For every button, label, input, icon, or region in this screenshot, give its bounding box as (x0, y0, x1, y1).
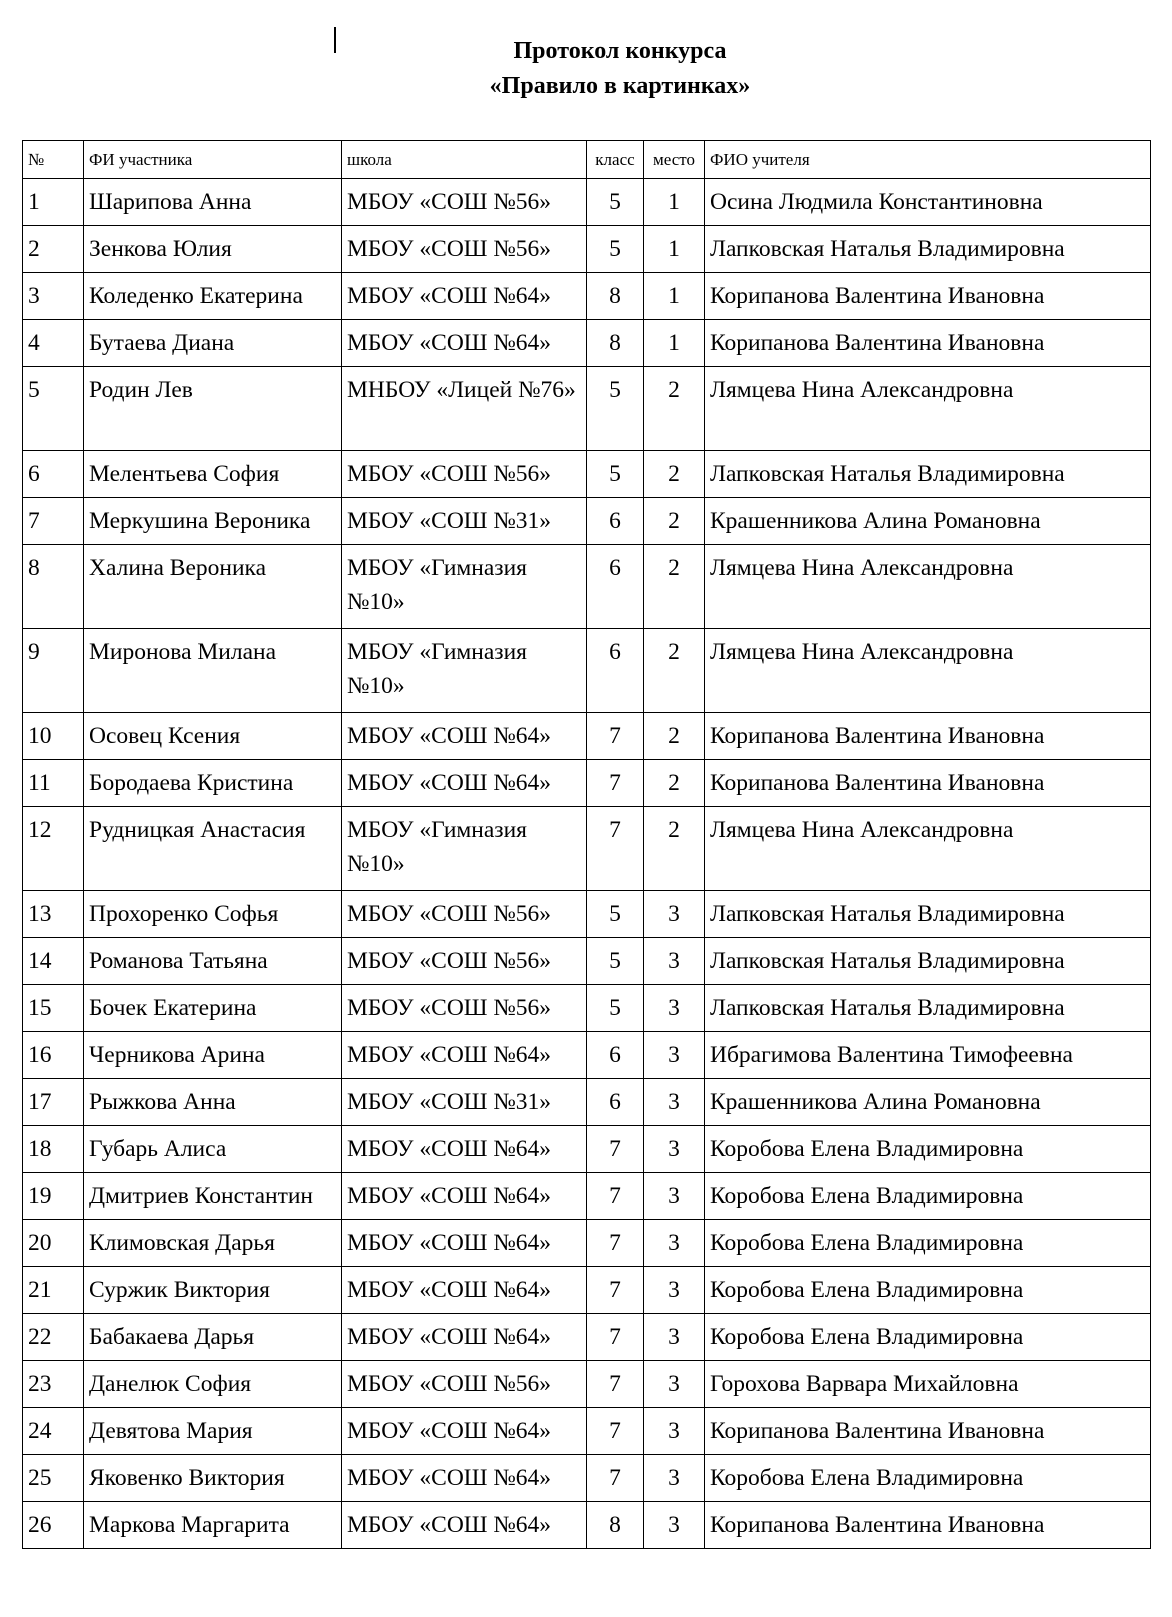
header-school: школа (342, 141, 587, 179)
cell-num: 23 (23, 1361, 84, 1408)
table-row (23, 545, 1151, 629)
cell-grade: 5 (587, 367, 644, 451)
cell-grade: 7 (587, 1408, 644, 1455)
cell-num: 17 (23, 1079, 84, 1126)
document-title: Протокол конкурса (513, 38, 727, 64)
table-row (23, 1408, 1151, 1455)
cell-school: МБОУ «СОШ №56» (342, 985, 587, 1032)
cell-num: 24 (23, 1408, 84, 1455)
cell-school: МБОУ «СОШ №64» (342, 1220, 587, 1267)
cell-grade: 7 (587, 713, 644, 760)
cell-student: Яковенко Виктория (84, 1455, 342, 1502)
table-row (23, 1502, 1151, 1549)
table-row (23, 713, 1151, 760)
cell-teacher: Лямцева Нина Александровна (705, 545, 1151, 629)
cell-grade: 6 (587, 629, 644, 713)
cell-teacher: Лапковская Наталья Владимировна (705, 985, 1151, 1032)
cell-grade: 7 (587, 1220, 644, 1267)
cell-num: 14 (23, 938, 84, 985)
cell-place: 2 (644, 760, 705, 807)
cell-teacher: Горохова Варвара Михайловна (705, 1361, 1151, 1408)
cell-grade: 5 (587, 938, 644, 985)
cell-num: 10 (23, 713, 84, 760)
cell-school: МБОУ «СОШ №64» (342, 1502, 587, 1549)
cell-student: Бабакаева Дарья (84, 1314, 342, 1361)
cell-teacher: Коробова Елена Владимировна (705, 1267, 1151, 1314)
cell-school: МБОУ «СОШ №64» (342, 760, 587, 807)
cell-grade: 6 (587, 545, 644, 629)
cell-place: 2 (644, 367, 705, 451)
cell-student: Мелентьева София (84, 451, 342, 498)
cell-school: МБОУ «СОШ №56» (342, 1361, 587, 1408)
cell-student: Суржик Виктория (84, 1267, 342, 1314)
cell-school: МБОУ «СОШ №64» (342, 1032, 587, 1079)
cell-grade: 5 (587, 891, 644, 938)
cell-place: 3 (644, 1314, 705, 1361)
cell-place: 3 (644, 1267, 705, 1314)
table-row (23, 498, 1151, 545)
cell-teacher: Лапковская Наталья Владимировна (705, 891, 1151, 938)
cell-teacher: Крашенникова Алина Романовна (705, 1079, 1151, 1126)
cell-school: МБОУ «СОШ №64» (342, 1173, 587, 1220)
cell-school: МБОУ «СОШ №64» (342, 713, 587, 760)
cell-num: 12 (23, 807, 84, 891)
cell-teacher: Корипанова Валентина Ивановна (705, 760, 1151, 807)
table-row (23, 451, 1151, 498)
cell-student: Миронова Милана (84, 629, 342, 713)
cell-place: 3 (644, 1502, 705, 1549)
header-student: ФИ участника (84, 141, 342, 179)
cell-num: 21 (23, 1267, 84, 1314)
cell-teacher: Крашенникова Алина Романовна (705, 498, 1151, 545)
cell-place: 3 (644, 1079, 705, 1126)
cell-place: 3 (644, 938, 705, 985)
cell-teacher: Лямцева Нина Александровна (705, 807, 1151, 891)
cell-num: 8 (23, 545, 84, 629)
cell-grade: 5 (587, 226, 644, 273)
header-place: место (644, 141, 705, 179)
cell-num: 22 (23, 1314, 84, 1361)
table-row (23, 1314, 1151, 1361)
cell-student: Бутаева Диана (84, 320, 342, 367)
cell-school: МБОУ «СОШ №56» (342, 451, 587, 498)
cell-student: Халина Вероника (84, 545, 342, 629)
cell-num: 18 (23, 1126, 84, 1173)
cell-num: 9 (23, 629, 84, 713)
cell-num: 25 (23, 1455, 84, 1502)
table-row (23, 1220, 1151, 1267)
cell-num: 13 (23, 891, 84, 938)
table-header-row (23, 141, 1151, 179)
cell-student: Девятова Мария (84, 1408, 342, 1455)
cell-grade: 7 (587, 1267, 644, 1314)
cell-school: МБОУ «СОШ №56» (342, 938, 587, 985)
table-row (23, 1032, 1151, 1079)
header-teacher: ФИО учителя (705, 141, 1151, 179)
cell-num: 3 (23, 273, 84, 320)
cell-num: 7 (23, 498, 84, 545)
cell-school: МБОУ «СОШ №64» (342, 1314, 587, 1361)
cell-school: МБОУ «Гимназия №10» (342, 807, 587, 891)
cell-place: 1 (644, 273, 705, 320)
cell-num: 1 (23, 179, 84, 226)
cell-place: 3 (644, 1455, 705, 1502)
cell-student: Рудницкая Анастасия (84, 807, 342, 891)
cell-student: Маркова Маргарита (84, 1502, 342, 1549)
cell-student: Родин Лев (84, 367, 342, 451)
cell-teacher: Ибрагимова Валентина Тимофеевна (705, 1032, 1151, 1079)
cell-place: 1 (644, 179, 705, 226)
cell-teacher: Лямцева Нина Александровна (705, 367, 1151, 451)
cell-num: 16 (23, 1032, 84, 1079)
cell-grade: 7 (587, 1361, 644, 1408)
cell-teacher: Корипанова Валентина Ивановна (705, 320, 1151, 367)
cell-teacher: Лапковская Наталья Владимировна (705, 226, 1151, 273)
cell-school: МБОУ «СОШ №64» (342, 1126, 587, 1173)
cell-grade: 6 (587, 498, 644, 545)
cell-num: 19 (23, 1173, 84, 1220)
cell-teacher: Коробова Елена Владимировна (705, 1220, 1151, 1267)
cell-school: МБОУ «СОШ №56» (342, 226, 587, 273)
cell-school: МБОУ «СОШ №64» (342, 1267, 587, 1314)
cell-grade: 6 (587, 1032, 644, 1079)
cell-teacher: Корипанова Валентина Ивановна (705, 713, 1151, 760)
cell-teacher: Коробова Елена Владимировна (705, 1173, 1151, 1220)
cell-grade: 7 (587, 1314, 644, 1361)
cell-school: МБОУ «СОШ №64» (342, 1455, 587, 1502)
cell-place: 1 (644, 320, 705, 367)
cell-teacher: Коробова Елена Владимировна (705, 1314, 1151, 1361)
cell-school: МБОУ «Гимназия №10» (342, 629, 587, 713)
cell-school: МБОУ «СОШ №31» (342, 1079, 587, 1126)
cell-student: Зенкова Юлия (84, 226, 342, 273)
cell-place: 2 (644, 545, 705, 629)
cell-num: 5 (23, 367, 84, 451)
cell-place: 2 (644, 498, 705, 545)
cell-place: 3 (644, 1173, 705, 1220)
cell-num: 26 (23, 1502, 84, 1549)
cell-student: Губарь Алиса (84, 1126, 342, 1173)
cell-grade: 5 (587, 179, 644, 226)
table-row (23, 938, 1151, 985)
cell-student: Меркушина Вероника (84, 498, 342, 545)
cell-student: Рыжкова Анна (84, 1079, 342, 1126)
cell-student: Данелюк София (84, 1361, 342, 1408)
cell-place: 3 (644, 891, 705, 938)
table-row (23, 807, 1151, 891)
table-row (23, 1361, 1151, 1408)
table-row (23, 1126, 1151, 1173)
table-row (23, 367, 1151, 451)
cell-teacher: Лапковская Наталья Владимировна (705, 938, 1151, 985)
cell-place: 2 (644, 713, 705, 760)
cell-num: 11 (23, 760, 84, 807)
header-grade: класс (587, 141, 644, 179)
cell-school: МНБОУ «Лицей №76» (342, 367, 587, 451)
cell-grade: 8 (587, 1502, 644, 1549)
cell-student: Шарипова Анна (84, 179, 342, 226)
cell-place: 1 (644, 226, 705, 273)
cell-place: 3 (644, 1126, 705, 1173)
cell-num: 15 (23, 985, 84, 1032)
cell-grade: 5 (587, 985, 644, 1032)
cell-place: 2 (644, 807, 705, 891)
table-row (23, 1267, 1151, 1314)
cell-teacher: Корипанова Валентина Ивановна (705, 1502, 1151, 1549)
cell-grade: 7 (587, 807, 644, 891)
cell-grade: 7 (587, 1455, 644, 1502)
cell-place: 3 (644, 1032, 705, 1079)
cell-teacher: Лапковская Наталья Владимировна (705, 451, 1151, 498)
cell-student: Коледенко Екатерина (84, 273, 342, 320)
table-row (23, 320, 1151, 367)
cell-student: Осовец Ксения (84, 713, 342, 760)
cell-grade: 7 (587, 1126, 644, 1173)
table-row (23, 1079, 1151, 1126)
table-row (23, 891, 1151, 938)
cell-grade: 8 (587, 273, 644, 320)
table-row (23, 179, 1151, 226)
table-row (23, 985, 1151, 1032)
cell-grade: 7 (587, 1173, 644, 1220)
table-row (23, 1455, 1151, 1502)
cell-school: МБОУ «СОШ №64» (342, 273, 587, 320)
cell-student: Бочек Екатерина (84, 985, 342, 1032)
header-num: № (23, 141, 84, 179)
cell-grade: 6 (587, 1079, 644, 1126)
cell-teacher: Лямцева Нина Александровна (705, 629, 1151, 713)
cell-school: МБОУ «СОШ №56» (342, 179, 587, 226)
cell-place: 3 (644, 985, 705, 1032)
results-table (22, 140, 1151, 1549)
cell-place: 3 (644, 1220, 705, 1267)
cell-student: Бородаева Кристина (84, 760, 342, 807)
document-subtitle: «Правило в картинках» (489, 73, 751, 99)
cell-place: 2 (644, 629, 705, 713)
cell-num: 6 (23, 451, 84, 498)
cell-teacher: Корипанова Валентина Ивановна (705, 273, 1151, 320)
cell-grade: 5 (587, 451, 644, 498)
cell-school: МБОУ «СОШ №31» (342, 498, 587, 545)
table-row (23, 629, 1151, 713)
cell-grade: 8 (587, 320, 644, 367)
cell-place: 3 (644, 1408, 705, 1455)
table-row (23, 760, 1151, 807)
cell-teacher: Коробова Елена Владимировна (705, 1455, 1151, 1502)
cell-school: МБОУ «Гимназия №10» (342, 545, 587, 629)
cell-school: МБОУ «СОШ №64» (342, 1408, 587, 1455)
cell-student: Дмитриев Константин (84, 1173, 342, 1220)
table-row (23, 226, 1151, 273)
cell-teacher: Коробова Елена Владимировна (705, 1126, 1151, 1173)
cell-num: 4 (23, 320, 84, 367)
cell-num: 2 (23, 226, 84, 273)
cell-place: 2 (644, 451, 705, 498)
cell-school: МБОУ «СОШ №64» (342, 320, 587, 367)
cell-teacher: Осина Людмила Константиновна (705, 179, 1151, 226)
cell-student: Черникова Арина (84, 1032, 342, 1079)
cell-place: 3 (644, 1361, 705, 1408)
cell-teacher: Корипанова Валентина Ивановна (705, 1408, 1151, 1455)
table-row (23, 1173, 1151, 1220)
cell-num: 20 (23, 1220, 84, 1267)
cell-school: МБОУ «СОШ №56» (342, 891, 587, 938)
cell-student: Прохоренко Софья (84, 891, 342, 938)
cell-student: Климовская Дарья (84, 1220, 342, 1267)
cell-student: Романова Татьяна (84, 938, 342, 985)
cell-grade: 7 (587, 760, 644, 807)
table-row (23, 273, 1151, 320)
